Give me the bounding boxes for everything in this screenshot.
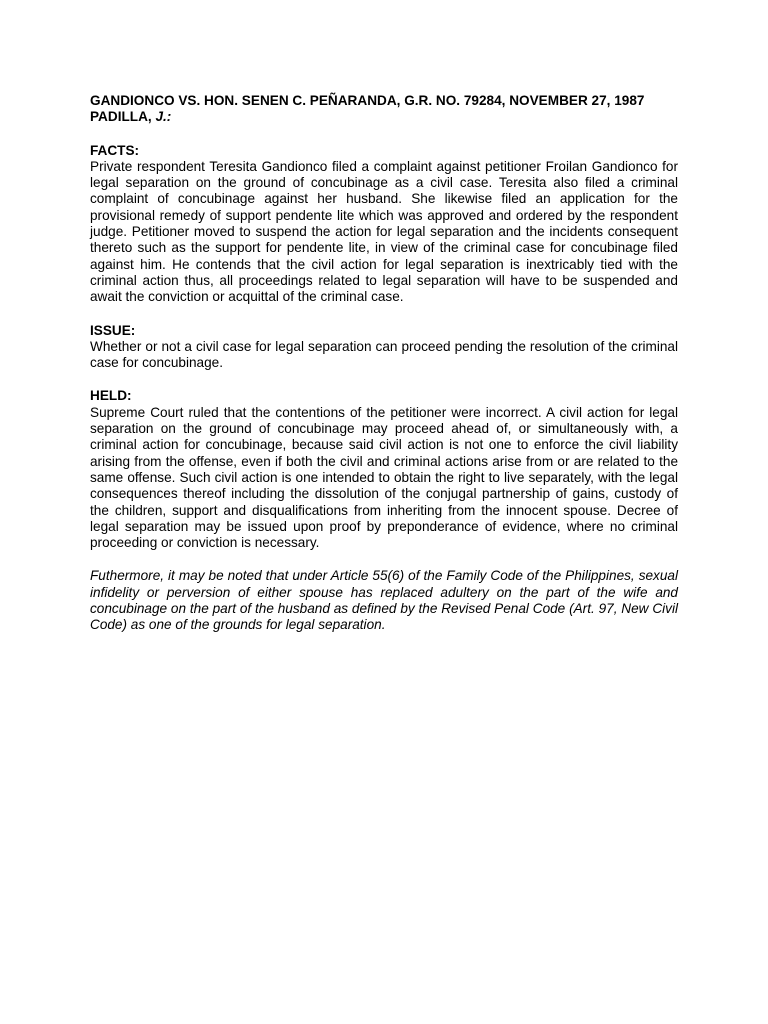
- held-note: Futhermore, it may be noted that under Article 55(6) of the Family Code of the Philippines, sexual infidelity or perversion of either spouse has replaced adultery on the part of the wife and concubinage on the part of the husband as defined by the Revised Penal Code (Art. 97, New Civil Code) as one of the grounds for legal separation.: [90, 568, 678, 633]
- spacer: [90, 126, 678, 143]
- spacer: [90, 306, 678, 323]
- facts-body: Private respondent Teresita Gandionco filed a complaint against petitioner Froilan Gandionco for legal separation on the ground of concubinage as a civil case. Teresita also filed a criminal complaint of concubinage against her husband. She likewise filed an application for the provisional remedy of support pendente lite which was approved and ordered by the respondent judge. Petitioner moved to suspend the action for legal separation and the incidents consequent thereto such as the support for pendente lite, in view of the criminal case for concubinage filed against him. He contends that the civil action for legal separation is inextricably tied with the criminal action thus, all proceedings related to legal separation will have to be suspended and await the conviction or acquittal of the criminal case.: [90, 158, 678, 305]
- facts-heading: FACTS:: [90, 142, 140, 158]
- spacer: [90, 371, 678, 388]
- ponente-suffix: J.:: [155, 109, 172, 125]
- spacer: [90, 551, 678, 568]
- issue-heading: ISSUE:: [90, 322, 136, 338]
- case-title: GANDIONCO VS. HON. SENEN C. PEÑARANDA, G.R. NO. 79284, NOVEMBER 27, 1987: [90, 93, 645, 108]
- document-page: [90, 93, 678, 634]
- held-body: Supreme Court ruled that the contentions of the petitioner were incorrect. A civil action for legal separation on the ground of concubinage may proceed ahead of, or simultaneously with, a criminal action for concubinage, because said civil action is not one to enforce the civil liability arising from the offense, even if both the civil and criminal actions arise from or are related to the same offense. Such civil action is one intended to obtain the right to live separately, with the legal consequences thereof including the dissolution of the conjugal partnership of gains, custody of the children, support and disqualifications from inheriting from the innocent spouse. Decree of legal separation may be issued upon proof by preponderance of evidence, where no criminal proceeding or conviction is necessary.: [90, 404, 678, 551]
- issue-body: Whether or not a civil case for legal separation can proceed pending the resolution of the criminal case for concubinage.: [90, 338, 678, 371]
- held-heading: HELD:: [90, 388, 132, 404]
- ponente-line: [90, 109, 678, 125]
- ponente-name: PADILLA,: [90, 109, 156, 125]
